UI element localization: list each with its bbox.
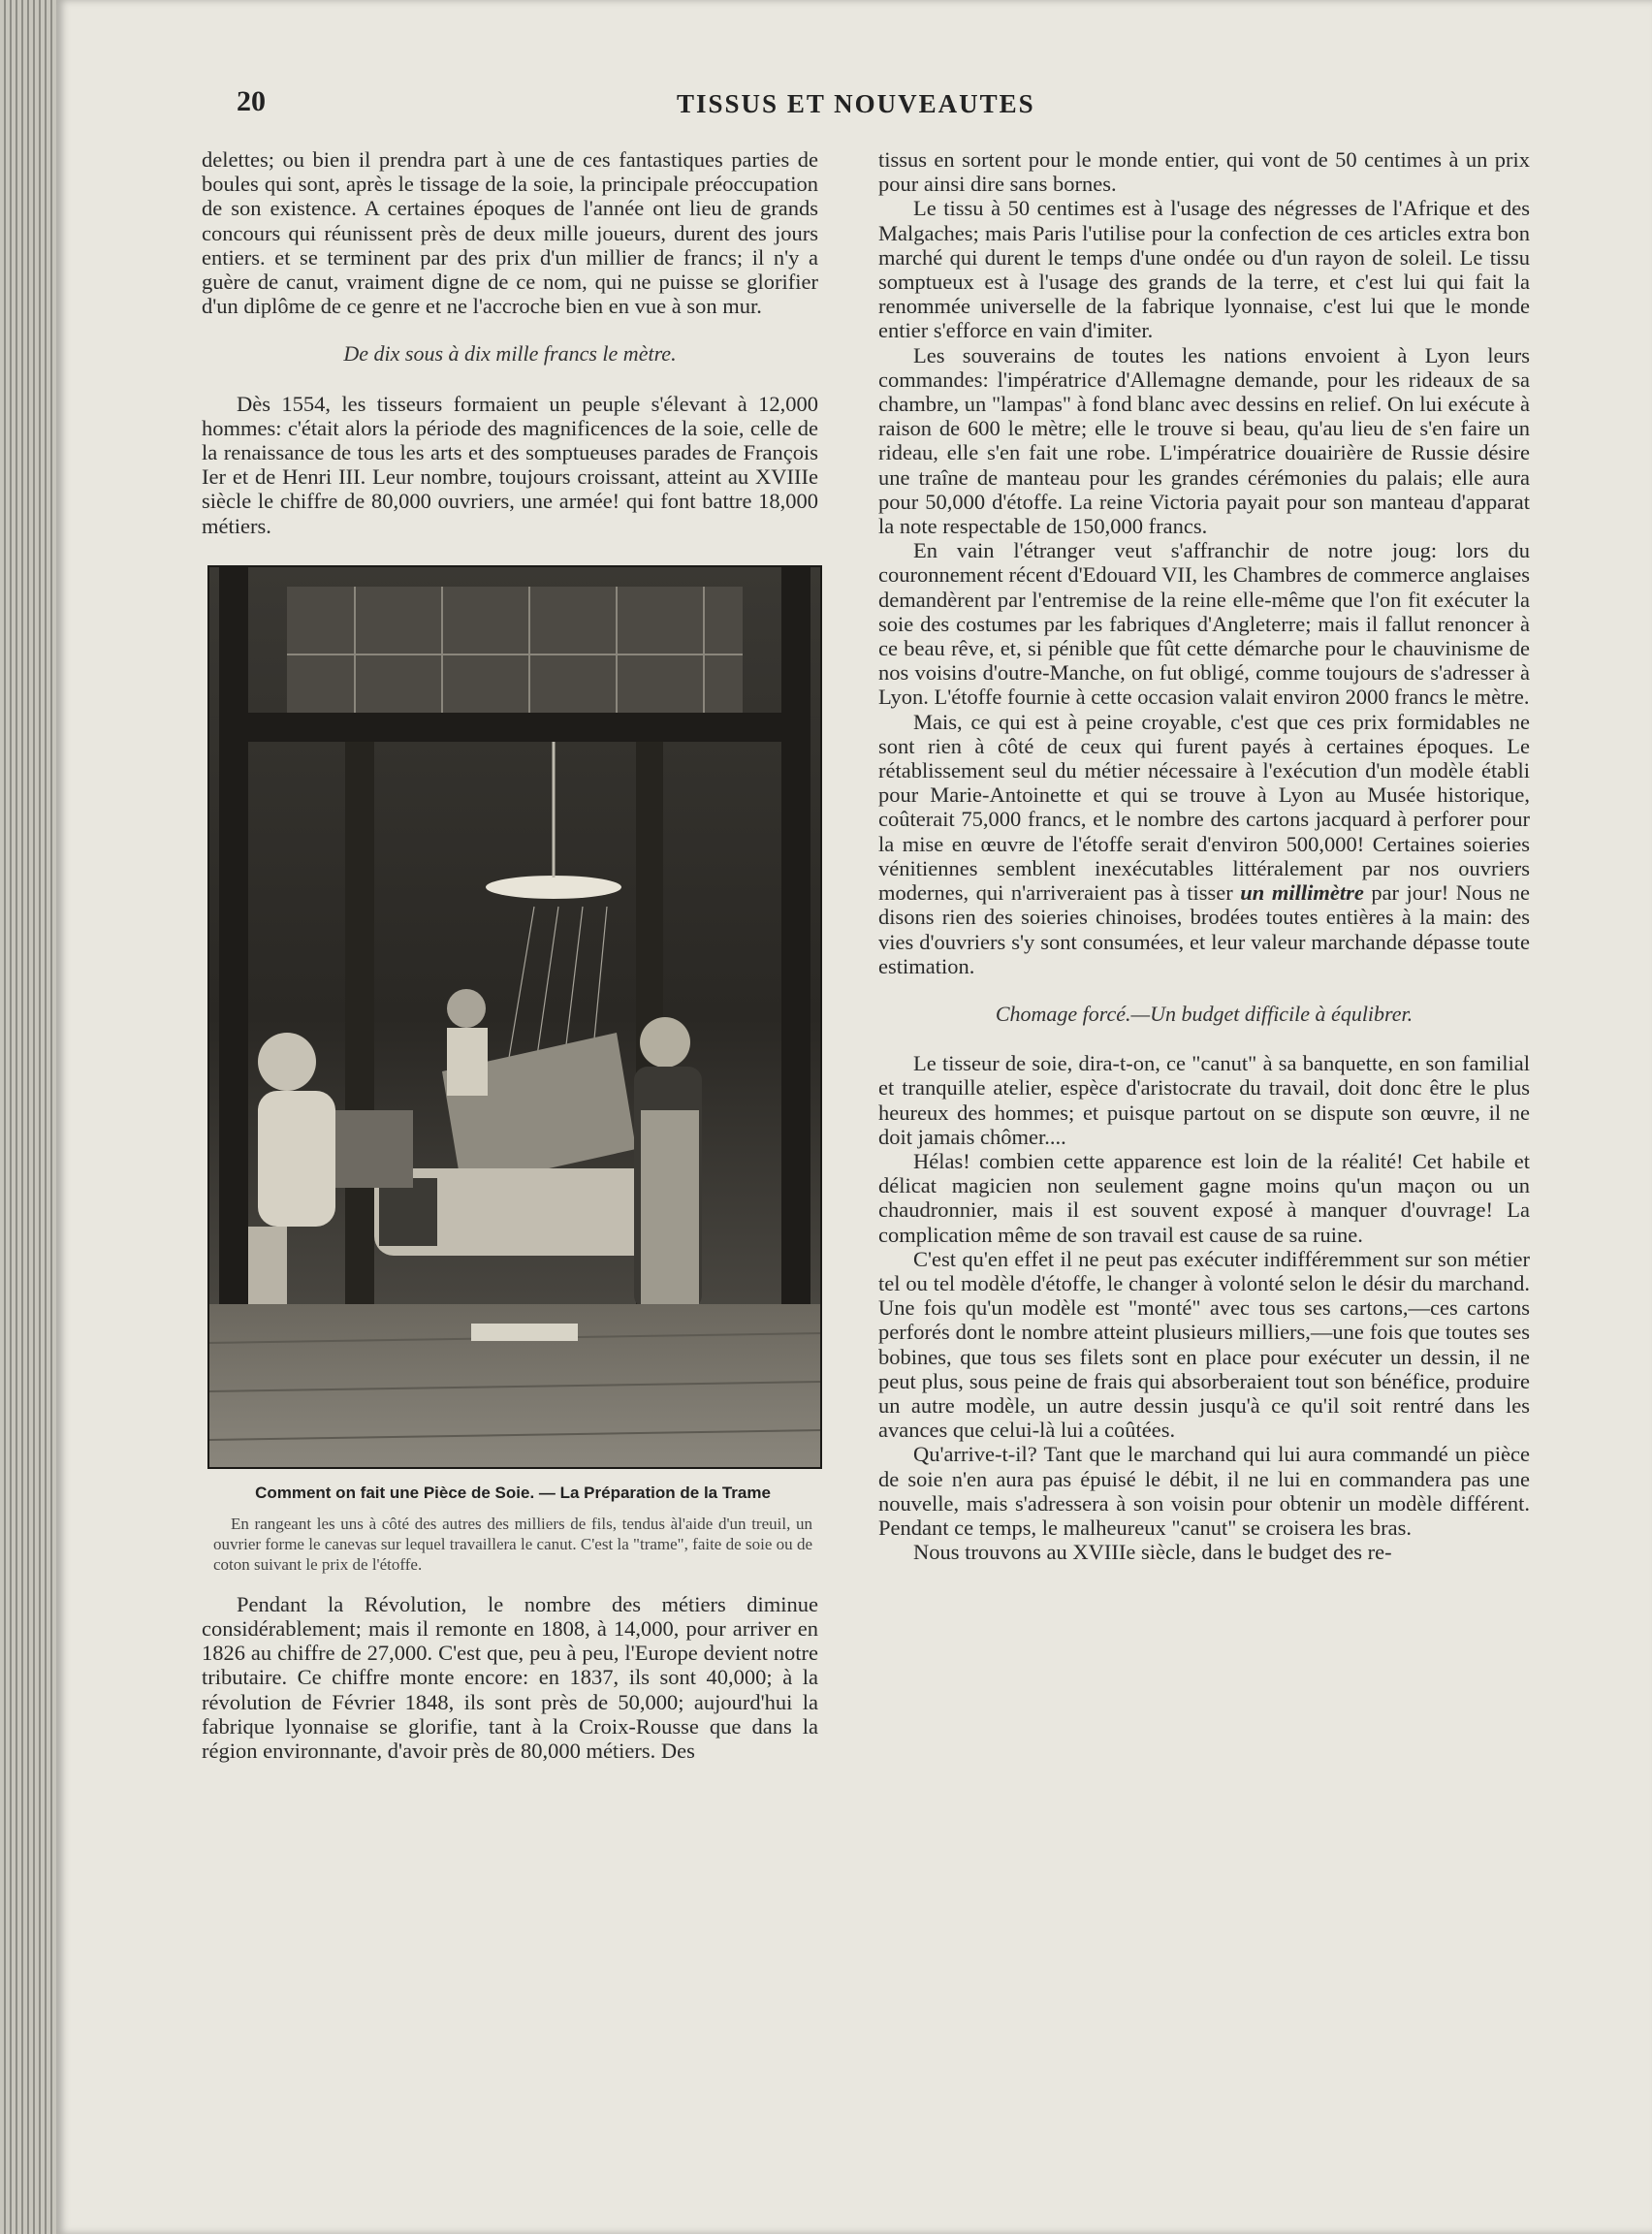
paragraph-tissus: tissus en sortent pour le monde entier, qui vont de 50 centimes à un prix pour ainsi dire sans bornes. bbox=[878, 147, 1530, 197]
paragraph-souverains: Les souverains de toutes les nations envoient à Lyon leurs commandes: l'impératrice d'Allemagne demande, pour les rideaux de sa chambre, un "lampas" à fond blanc avec dessins en relief. On lui exécute à raison de 600 le mètre; elle le trouve si beau, qu'au lieu de s'en faire un rideau, elle s'en fait une robe. L'impératrice douairière de Russie désire une traîne de manteau pour les grandes cérémonies du palais; elle aura pour 50,000 d'étoffe. La reine Victoria payait pour son manteau d'apparat la note respectable de 150,000 francs. bbox=[878, 342, 1530, 539]
paragraph-prix-part-a: Mais, ce qui est à peine croyable, c'est que ces prix formidables ne sont rien à côté de ceux qui furent payés à certaines époques. Le rétablissement seul du métier nécessaire à l'exécution d'un modèle établi pour Marie-Antoinette et qui se trouve à Lyon au Musée historique, coûterait 75,000 francs, et le nombre des cartons jacquard à perforer pour la mise en œuvre de l'étoffe serait d'environ 500,000! Certaines soieries vénitiennes semblent inexécutables littéralement par nos ouvriers modernes, qui n'arriveraient pas à tisser bbox=[878, 709, 1530, 906]
subhead-prices: De dix sous à dix mille francs le mètre. bbox=[343, 341, 677, 367]
paragraph-revolution: Pendant la Révolution, le nombre des métiers diminue considérablement; mais il remonte en 1808, à 14,000, pour arriver en 1826 au chiffre de 27,000. C'est que, peu à peu, l'Europe devient notre tributaire. Ce chiffre monte encore: en 1837, ils sont 40,000; à la révolution de Février 1848, ils sont près de 50,000; aujourd'hui la fabrique lyonnaise se glorifie, tant à la Croix-Rousse que dans la région environnante, d'avoir près de 80,000 métiers. Des bbox=[202, 1591, 818, 1764]
magazine-page bbox=[56, 0, 1652, 2234]
paragraph-1554: Dès 1554, les tisseurs formaient un peuple s'élevant à 12,000 hommes: c'était alors la période des magnificences de la soie, celle de la renaissance de tous les arts et des somptueuses parades de François Ier et de Henri III. Leur nombre, toujours croissant, atteint au XVIIIe siècle le chiffre de 80,000 ouvriers, une armée! qui font battre 18,000 métiers. bbox=[202, 391, 818, 538]
page-edges bbox=[0, 0, 56, 2234]
paragraph-tisseur: Le tisseur de soie, dira-t-on, ce "canut" à sa banquette, en son familial et tranquille atelier, espèce d'aristocrate du travail, doit donc être le plus heureux des hommes; et puisque partout on se dispute son œuvre, il ne doit jamais chômer.... bbox=[878, 1051, 1530, 1149]
paragraph-arrive: Qu'arrive-t-il? Tant que le marchand qui lui aura commandé un pièce de soie n'en aura pas épuisé le débit, il ne lui en commandera pas une nouvelle, mais s'adressera à son voisin pour obtenir un modèle différent. Pendant ce temps, le malheureux "canut" se croisera les bras. bbox=[878, 1442, 1530, 1540]
figure-caption-title: Comment on fait une Pièce de Soie. — La Préparation de la Trame bbox=[255, 1483, 771, 1502]
paragraph-prix bbox=[878, 710, 1530, 978]
loom-workshop-photo bbox=[207, 565, 822, 1469]
paragraph-prix-part-b: par jour! Nous ne disons rien des soieries chinoises, brodées toutes entières à la main: des vies d'ouvriers s'y sont consumées, et leur valeur marchande dépasse toute estimation. bbox=[878, 880, 1531, 978]
paragraph-helas: Hélas! combien cette apparence est loin de la réalité! Cet habile et délicat magicien non seulement gagne moins qu'un maçon ou un chaudronnier, mais il est souvent exposé à manquer d'ouvrage! La complication même de son travail est cause de sa ruine. bbox=[878, 1148, 1530, 1247]
subhead-chomage: Chomage forcé.—Un budget difficile à équlibrer. bbox=[995, 1001, 1414, 1026]
emphasis-millimetre: un millimètre bbox=[1240, 880, 1364, 906]
figure bbox=[207, 565, 818, 1575]
right-column bbox=[878, 147, 1530, 1564]
journal-title: TISSUS ET NOUVEAUTES bbox=[677, 89, 1035, 118]
page-number: 20 bbox=[237, 85, 266, 117]
paragraph-50-centimes: Le tissu à 50 centimes est à l'usage des négresses de l'Afrique et des Malgaches; mais Paris l'utilise pour la confection de ces articles extra bon marché qui durent le temps d'une ondée ou d'un rayon de soleil. Le tissu somptueux est à l'usage des grands de la terre, et c'est lui qui fait la renommée universelle de la fabrique lyonnaise, c'est lui que le monde entier s'efforce en vain d'imiter. bbox=[878, 196, 1530, 343]
paragraph-budget: Nous trouvons au XVIIIe siècle, dans le budget des re- bbox=[913, 1540, 1392, 1565]
paragraph-executer: C'est qu'en effet il ne peut pas exécuter indifféremment sur son métier tel ou tel modèle d'étoffe, le changer à volonté selon le désir du marchand. Une fois qu'un modèle est "monté" avec tous ses cartons,—ces cartons perforés dont le nombre atteint plusieurs milliers,—une fois que toutes ses bobines, que tous ses filets sont en place pour exécuter un dessin, il ne peut plus, sous peine de frais qui absorberaient tout son bénéfice, produire un autre modèle, un autre dessin jusqu'à ce qu'il soit rentré dans les avances que celui-là lui a coûtées. bbox=[878, 1246, 1530, 1443]
left-column bbox=[202, 147, 818, 1763]
paragraph-intro: delettes; ou bien il prendra part à une de ces fantastiques parties de boules qui sont, après le tissage de la soie, la principale préoccupation de son existence. A certaines époques de l'année ont lieu de grands concours qui réunissent près de deux mille joueurs, durent des jours entiers. et se terminent par des prix d'un millier de francs; il n'y a guère de canut, vraiment digne de ce nom, qui ne puisse se glorifier d'un diplôme de ce genre et ne l'accroche bien en vue à son mur. bbox=[202, 147, 818, 319]
running-head bbox=[56, 85, 1652, 124]
paragraph-etranger: En vain l'étranger veut s'affranchir de notre joug: lors du couronnement récent d'Edouard VII, les Chambres de commerce anglaises demandèrent par l'entremise de la reine elle-même que l'on fit exécuter la soie des costumes par les fabriques d'Angleterre; mais il fallut renoncer à ce beau rêve, et, si pénible que fût cette démarche pour le chauvinisme de nos voisins d'outre-Manche, on fut obligé, comme toujours de s'adresser à Lyon. L'étoffe fournie à cette occasion valait environ 2000 francs le mètre. bbox=[878, 538, 1530, 710]
photo-illustration bbox=[209, 567, 820, 1467]
figure-caption-description: En rangeant les uns à côté des autres des milliers de fils, tendus àl'aide d'un treuil, un ouvrier forme le canevas sur lequel travaillera le canut. C'est la "trame", faite de soie ou de coton suivant le prix de l'étoffe. bbox=[213, 1514, 812, 1574]
